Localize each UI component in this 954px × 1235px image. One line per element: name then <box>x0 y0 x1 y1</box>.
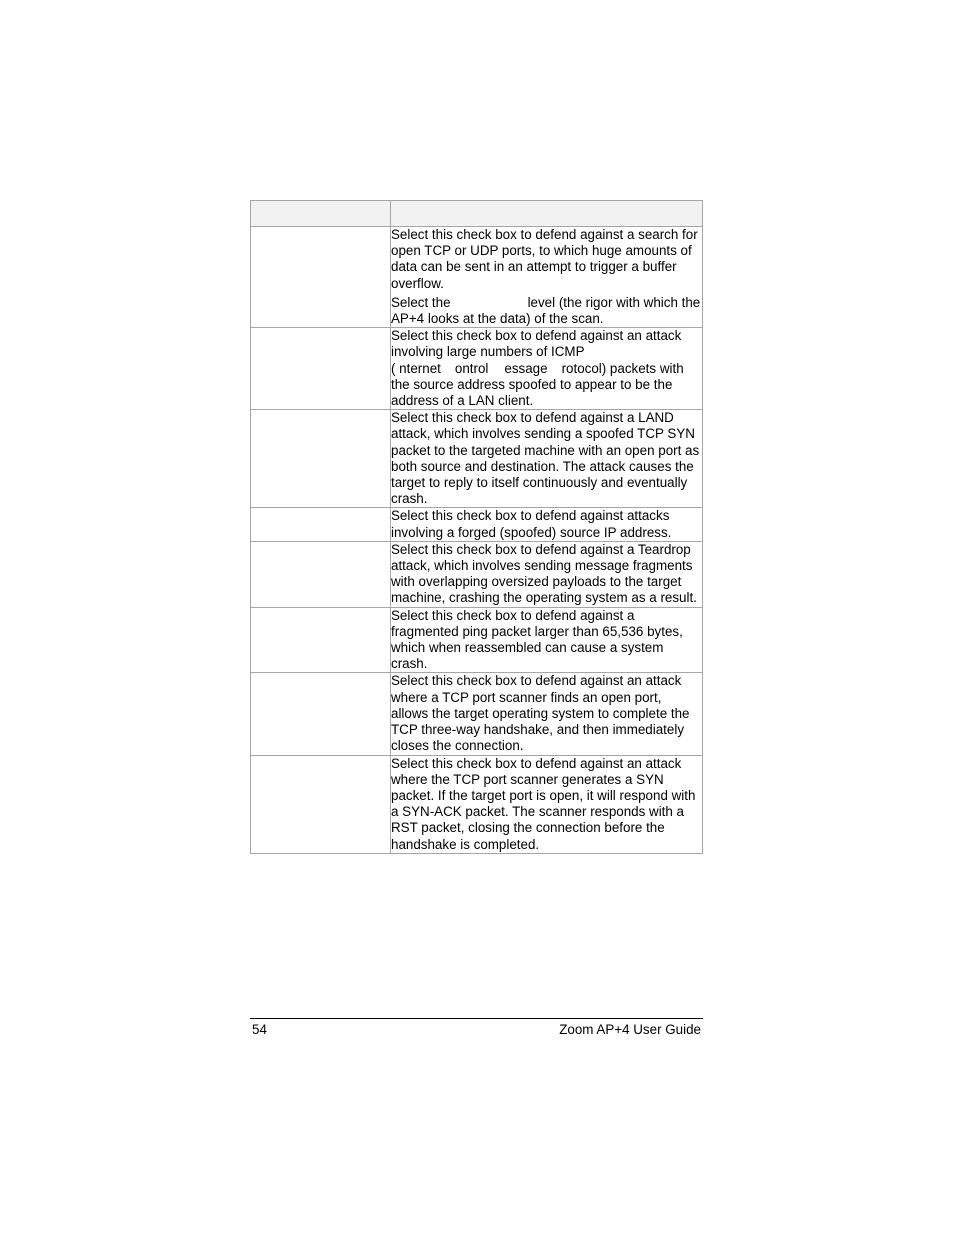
setting-name <box>251 541 391 607</box>
page-footer <box>250 1018 703 1037</box>
setting-name <box>251 227 391 328</box>
setting-description <box>391 227 703 328</box>
description-text: Select the level (the rigor with which the AP+4 looks at the data) of the scan. <box>391 294 701 327</box>
setting-description <box>391 607 703 673</box>
description-text: Select this check box to defend against a LAND attack, which involves sending a spoofed TCP SYN packet to the targeted machine with an open port as both source and destination. The attack causes the target to reply to itself continuously and eventually crash. <box>391 410 700 507</box>
table-header-row <box>251 201 703 227</box>
guide-title: Zoom AP+4 User Guide <box>559 1022 701 1037</box>
setting-description <box>391 541 703 607</box>
description-text: Select this check box to defend against an attack involving large numbers of ICMP ( nternet ontrol essage rotocol) packets with the source address spoofed to appear to be the address of a LAN client. <box>391 328 684 409</box>
setting-name <box>251 607 391 673</box>
table-row <box>251 227 703 328</box>
header-description <box>391 201 703 227</box>
table-row <box>251 410 703 508</box>
table-row <box>251 508 703 541</box>
setting-description <box>391 328 703 410</box>
description-text: Select this check box to defend against an attack where the TCP port scanner generates a SYN packet. If the target port is open, it will respond with a SYN-ACK packet. The scanner responds with a RST packet, closing the connection before the handshake is completed. <box>391 755 696 852</box>
table-row <box>251 755 703 853</box>
setting-name <box>251 673 391 755</box>
setting-description <box>391 673 703 755</box>
settings-table <box>250 200 703 854</box>
description-text: Select this check box to defend against an attack where a TCP port scanner finds an open port, allows the target operating system to complete the TCP three-way handshake, and then immediately closes the connection. <box>391 673 690 754</box>
header-setting <box>251 201 391 227</box>
setting-name <box>251 755 391 853</box>
setting-description <box>391 508 703 541</box>
table-row <box>251 607 703 673</box>
description-text: Select this check box to defend against a Teardrop attack, which involves sending message fragments with overlapping oversized payloads to the target machine, crashing the operating system as a result. <box>391 541 697 606</box>
setting-name <box>251 328 391 410</box>
table-row <box>251 541 703 607</box>
page-number: 54 <box>252 1022 267 1037</box>
description-text: Select this check box to defend against attacks involving a forged (spoofed) source IP address. <box>391 508 672 540</box>
table-row <box>251 328 703 410</box>
description-text: Select this check box to defend against a fragmented ping packet larger than 65,536 bytes, which when reassembled can cause a system crash. <box>391 607 683 672</box>
description-text: Select this check box to defend against a search for open TCP or UDP ports, to which huge amounts of data can be sent in an attempt to trigger a buffer overflow. <box>391 227 698 291</box>
setting-description <box>391 410 703 508</box>
setting-name <box>251 508 391 541</box>
setting-description <box>391 755 703 853</box>
table-row <box>251 673 703 755</box>
setting-name <box>251 410 391 508</box>
